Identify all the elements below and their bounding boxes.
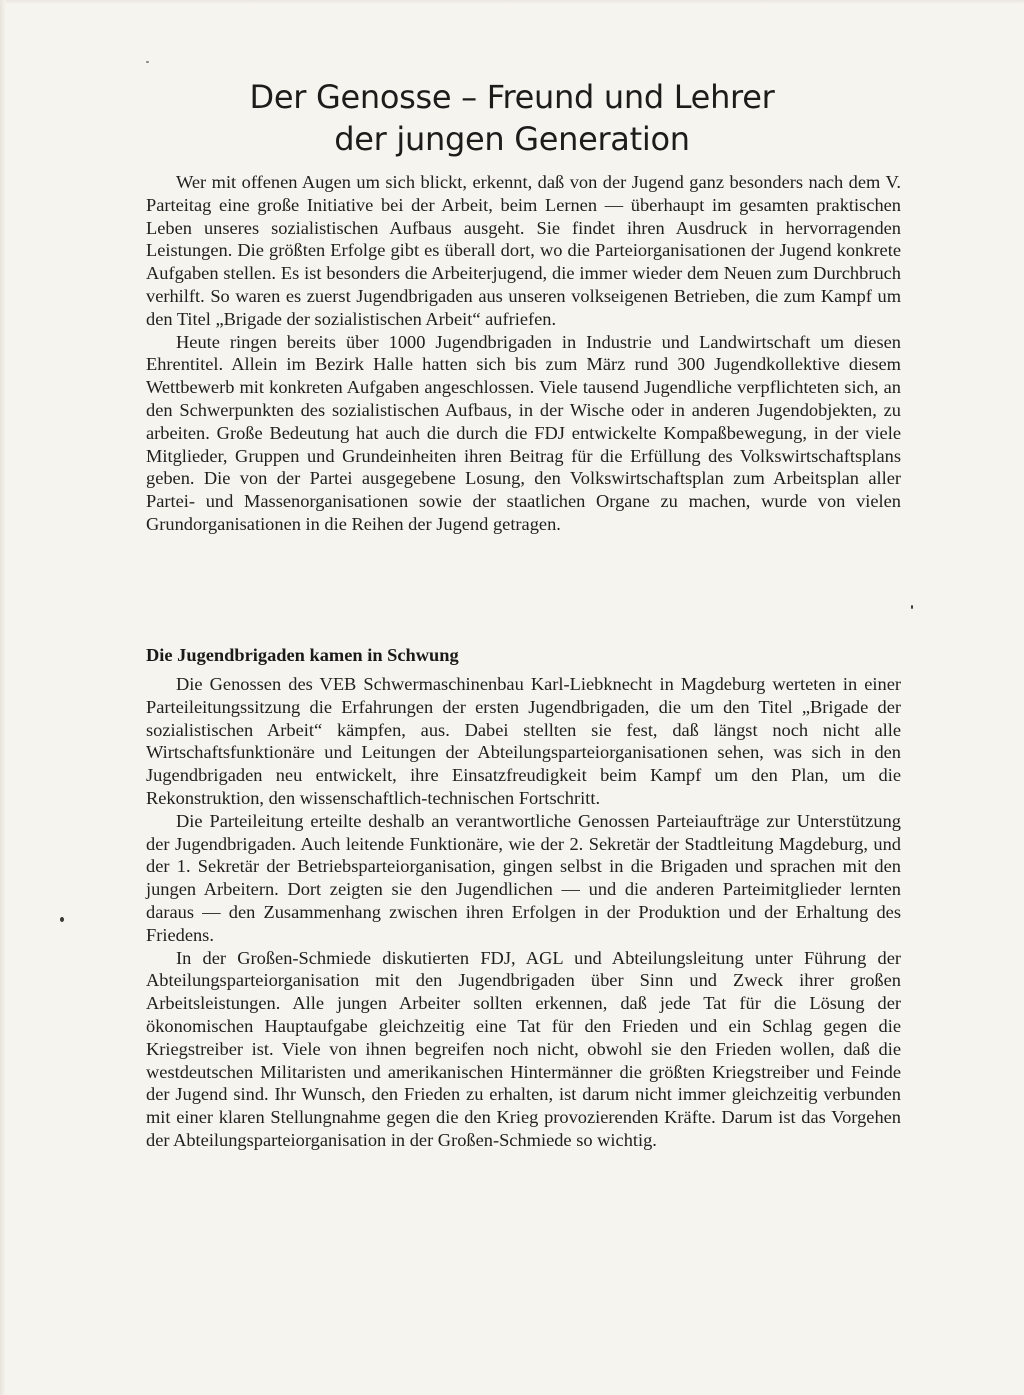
page-title — [0, 76, 1024, 160]
paragraph-section-1: Die Genossen des VEB Schwermaschinenbau Karl-Liebknecht in Magdeburg werteten in einer Parteileitungssitzung die Erfahrungen der ersten Jugendbrigaden, die um den Titel „Brigade der sozialistischen Arbeit“ kämpfen, aus. Dabei stellten sie fest, daß längst noch nicht alle Wirtschaftsfunktionäre und Leitungen der Abteilungsparteiorganisationen sehen, was sich in den Jugendbrigaden neu entwickelt, ihre Einsatzfreudigkeit beim Kampf um den Plan, um die Rekonstruktion, den wissenschaftlich-technischen Fortschritt. — [146, 674, 901, 808]
paragraph-intro-1: Wer mit offenen Augen um sich blickt, erkennt, daß von der Jugend ganz besonders nach dem V. Parteitag eine große Initiative bei der Arbeit, beim Lernen — überhaupt im gesamten praktischen Leben unseres sozialistischen Aufbaus ausgeht. Sie findet ihren Ausdruck in hervorragenden Leistungen. Die größten Erfolge gibt es überall dort, wo die Parteiorganisationen der Jugend konkrete Aufgaben stellen. Es ist besonders die Arbeiterjugend, die immer wieder dem Neuen zum Durchbruch verhilft. So waren es zuerst Jugendbrigaden aus unseren volkseigenen Betrieben, die zum Kampf um den Titel „Brigade der sozialistischen Arbeit“ aufriefen. — [146, 172, 901, 329]
title-line-1: Der Genosse – Freund und Lehrer — [249, 78, 775, 116]
ink-speck — [60, 917, 64, 922]
paragraph-section-3: In der Großen-Schmiede diskutierten FDJ, AGL und Abteilungsleitung unter Führung der Abteilungsparteiorganisation mit den Jugendbrigaden über Sinn und Zweck ihrer großen Arbeitsleistungen. Alle jungen Arbeiter sollten erkennen, daß jede Tat für die Lösung der ökonomischen Hauptaufgabe gleichzeitig eine Tat für den Frieden und ein Schlag gegen die Kriegstreiber ist. Viele von ihnen begreifen noch nicht, obwohl sie den Frieden wollen, daß die westdeutschen Militaristen und amerikanischen Hintermänner die größten Kriegstreiber und Feinde der Jugend sind. Ihr Wunsch, den Frieden zu erhalten, ist darum nicht immer gleichzeitig verbunden mit einer klaren Stellungnahme gegen die den Krieg provozierenden Kräfte. Darum ist das Vorgehen der Abteilungsparteiorganisation in der Großen-Schmiede so wichtig. — [146, 947, 901, 1150]
paragraph-intro-2: Heute ringen bereits über 1000 Jugendbrigaden in Industrie und Landwirtschaft um diesen Ehrentitel. Allein im Bezirk Halle hatten sich bis zum März rund 300 Jugendkollektive diesem Wettbewerb mit konkreten Aufgaben angeschlossen. Viele tausend Jugendliche verpflichteten sich, an den Schwerpunkten des sozialistischen Aufbaus, in der Wische oder in anderen Jugendobjekten, zu arbeiten. Große Bedeutung hat auch die durch die FDJ entwickelte Kompaßbewegung, in der viele Mitglieder, Gruppen und Grundeinheiten ihren Beitrag für die Erfüllung des Volkswirtschaftsplans geben. Die von der Partei ausgegebene Losung, den Volkswirtschaftsplan zum Arbeitsplan aller Partei- und Massenorganisationen sowie der staatlichen Organe zu machen, wurde von vielen Grundorganisationen in die Reihen der Jugend getragen. — [146, 331, 901, 534]
section-text-block — [146, 673, 901, 1152]
page-edge-shadow-top — [0, 0, 1024, 4]
ink-speck — [911, 605, 913, 609]
ink-speck — [146, 61, 149, 63]
paragraph-section-2: Die Parteileitung erteilte deshalb an verantwortliche Genossen Parteiaufträge zur Unterstützung der Jugendbrigaden. Auch leitende Funktionäre, wie der 2. Sekretär der Stadtleitung Magdeburg, und der 1. Sekretär der Betriebsparteiorganisation, gingen selbst in die Brigaden und sprachen mit den jungen Arbeitern. Dort zeigten sie den Jugendlichen — und die anderen Parteimitglieder lernten daraus — den Zusammenhang zwischen ihren Erfolgen in der Produktion und der Erhaltung des Friedens. — [146, 810, 901, 945]
intro-text-block — [146, 171, 901, 536]
title-line-2: der jungen Generation — [334, 120, 690, 158]
section-heading: Die Jugendbrigaden kamen in Schwung — [146, 645, 459, 665]
page-edge-shadow-left — [0, 0, 6, 1395]
